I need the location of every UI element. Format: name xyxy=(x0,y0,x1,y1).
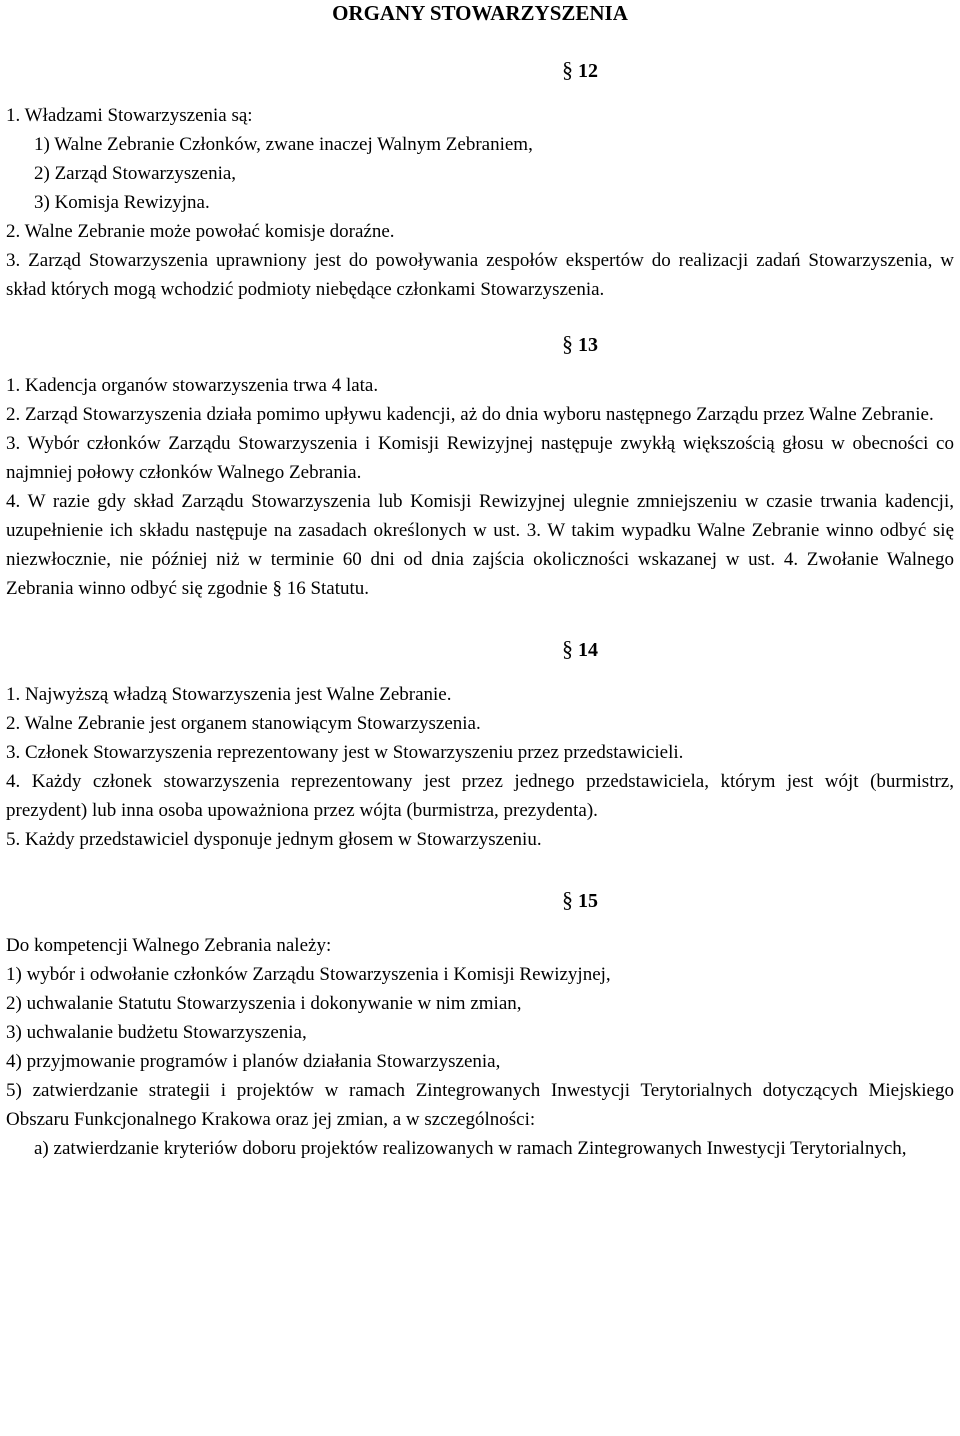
paragraph-text: 16 Statutu. xyxy=(286,578,370,599)
paragraph: 2. Walne Zebranie może powołać komisje doraźne. xyxy=(6,221,395,242)
section-symbol: § xyxy=(562,636,573,661)
sub-list-item: a) zatwierdzanie kryteriów doboru projektów realizowanych w ramach Zintegrowanych Inwestycji Terytorialnych, xyxy=(34,1138,907,1159)
section-number: 14 xyxy=(578,639,598,661)
paragraph: 1. Kadencja organów stowarzyszenia trwa 4 lata. xyxy=(6,375,379,396)
paragraph: 2. Walne Zebranie jest organem stanowiącym Stowarzyszenia. xyxy=(6,713,481,734)
list-item: 3) Komisja Rewizyjna. xyxy=(34,192,210,213)
paragraph xyxy=(6,487,954,603)
list-item: 2) uchwalanie Statutu Stowarzyszenia i dokonywanie w nim zmian, xyxy=(6,993,522,1014)
section-heading xyxy=(206,54,954,87)
section-15 xyxy=(6,884,954,1163)
list-item: 2) Zarząd Stowarzyszenia, xyxy=(34,163,237,184)
section-symbol: § xyxy=(272,578,282,599)
paragraph: 1. Najwyższą władzą Stowarzyszenia jest Walne Zebranie. xyxy=(6,684,452,705)
section-number: 13 xyxy=(578,334,598,356)
section-number: 12 xyxy=(578,60,598,82)
document-title: ORGANY STOWARZYSZENIA xyxy=(332,1,628,25)
section-14 xyxy=(6,633,954,854)
section-symbol: § xyxy=(562,331,573,356)
section-heading xyxy=(206,328,954,361)
paragraph: Do kompetencji Walnego Zebrania należy: xyxy=(6,935,332,956)
section-12 xyxy=(6,54,954,304)
list-item: 5) zatwierdzanie strategii i projektów w ramach Zintegrowanych Inwestycji Terytorialnych dotyczących Miejskiego Obszaru Funkcjonalnego Krakowa oraz jej zmian, a w szczególności: xyxy=(6,1080,954,1130)
section-symbol: § xyxy=(562,57,573,82)
paragraph: 5. Każdy przedstawiciel dysponuje jednym głosem w Stowarzyszeniu. xyxy=(6,829,542,850)
paragraph: 3. Zarząd Stowarzyszenia uprawniony jest do powoływania zespołów ekspertów do realizacji zadań Stowarzyszenia, w skład których mogą wchodzić podmioty niebędące członkami Stowarzyszenia. xyxy=(6,250,954,300)
section-13 xyxy=(6,328,954,603)
section-number: 15 xyxy=(578,890,598,912)
list-item: 4) przyjmowanie programów i planów działania Stowarzyszenia, xyxy=(6,1051,501,1072)
list-item: 3) uchwalanie budżetu Stowarzyszenia, xyxy=(6,1022,307,1043)
section-symbol: § xyxy=(562,887,573,912)
list-item: 1) Walne Zebranie Członków, zwane inaczej Walnym Zebraniem, xyxy=(34,134,533,155)
paragraph: 3. Członek Stowarzyszenia reprezentowany jest w Stowarzyszeniu przez przedstawicieli. xyxy=(6,742,684,763)
paragraph: 3. Wybór członków Zarządu Stowarzyszenia i Komisji Rewizyjnej następuje zwykłą większością głosu w obecności co najmniej połowy członków Walnego Zebrania. xyxy=(6,433,954,483)
paragraph-text: 4. W razie gdy skład Zarządu Stowarzyszenia lub Komisji Rewizyjnej ulegnie zmniejszeniu w czasie trwania kadencji, uzupełnienie ich składu następuje na zasadach określonych w ust. 3. W takim wypadku Walne Zebranie winno odbyć się niezwłocznie, nie później niż w terminie 60 dni od dnia zajścia okoliczności wskazanej w ust. 4. Zwołanie Walnego Zebrania winno odbyć się zgodnie xyxy=(6,491,954,599)
section-heading xyxy=(206,884,954,917)
paragraph: 1. Władzami Stowarzyszenia są: xyxy=(6,105,253,126)
section-heading xyxy=(206,633,954,666)
paragraph: 2. Zarząd Stowarzyszenia działa pomimo upływu kadencji, aż do dnia wyboru następnego Zarządu przez Walne Zebranie. xyxy=(6,404,934,425)
paragraph: 4. Każdy członek stowarzyszenia reprezentowany jest przez jednego przedstawiciela, którym jest wójt (burmistrz, prezydent) lub inna osoba upoważniona przez wójta (burmistrza, prezydenta). xyxy=(6,771,954,821)
list-item: 1) wybór i odwołanie członków Zarządu Stowarzyszenia i Komisji Rewizyjnej, xyxy=(6,964,611,985)
